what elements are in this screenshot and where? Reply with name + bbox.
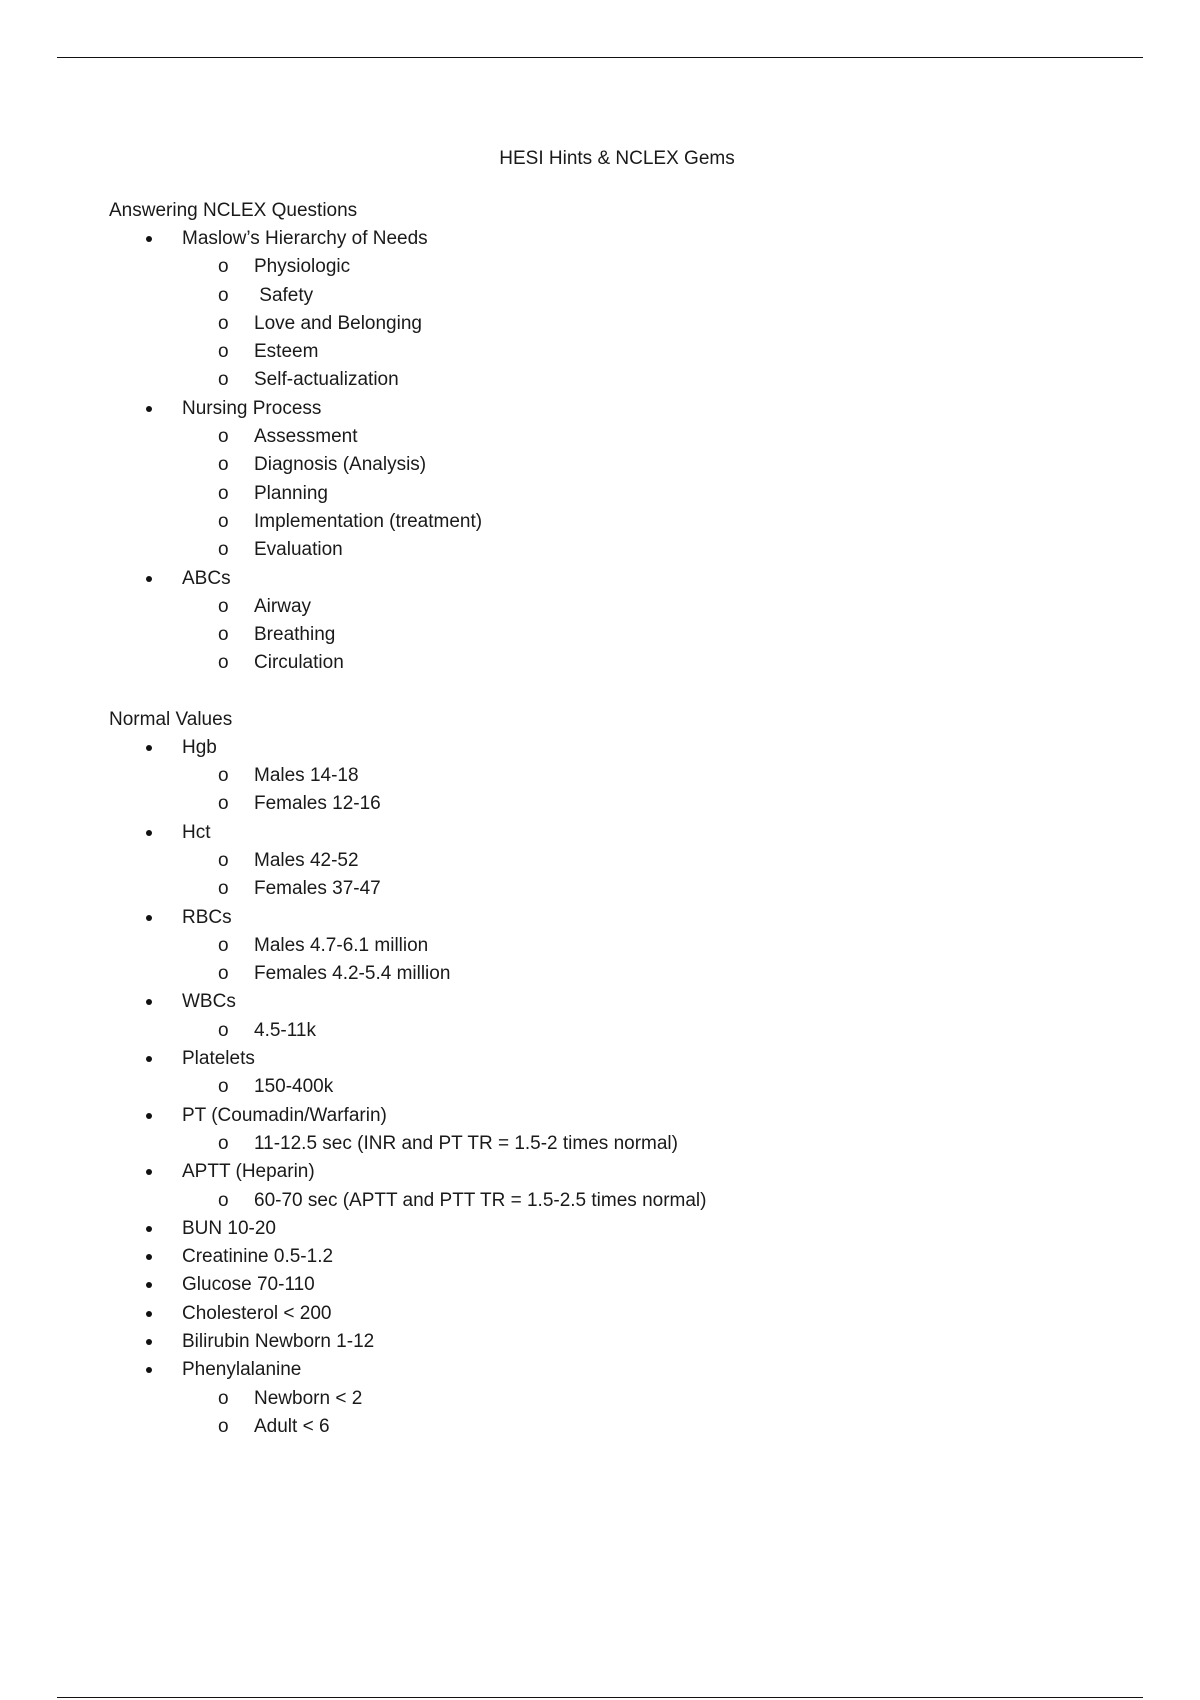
list-item-row xyxy=(182,1271,1109,1299)
list-item-label: ABCs xyxy=(182,567,231,589)
sub-list-item-label: Assessment xyxy=(254,426,358,448)
sub-list-item xyxy=(109,480,1109,508)
list-item-row xyxy=(182,904,1109,932)
sub-list-item-label: Evaluation xyxy=(254,539,343,561)
sub-list-item-label: Females 37-47 xyxy=(254,878,381,900)
list-item-row xyxy=(182,395,1109,423)
sub-bullet-list xyxy=(182,1073,1109,1101)
list-item-label: RBCs xyxy=(182,906,232,928)
list-item xyxy=(109,1328,1109,1356)
sub-list-item-label: Airway xyxy=(254,595,312,617)
sub-list-item xyxy=(109,593,1109,621)
bullet-icon xyxy=(146,1113,152,1119)
list-item-label: Creatinine 0.5-1.2 xyxy=(182,1246,334,1268)
sub-list-item xyxy=(109,338,1109,366)
sub-list-item-label: Circulation xyxy=(254,652,344,674)
sub-list-item xyxy=(109,451,1109,479)
sub-list-item-label: Love and Belonging xyxy=(254,312,422,334)
circle-bullet-icon: o xyxy=(218,963,229,985)
circle-bullet-icon: o xyxy=(218,312,229,334)
sub-list-item-label: Self-actualization xyxy=(254,369,399,391)
list-item xyxy=(109,395,1109,565)
sub-list-item xyxy=(109,932,1109,960)
circle-bullet-icon: o xyxy=(218,454,229,476)
list-item-row xyxy=(182,988,1109,1016)
list-item-label: Glucose 70-110 xyxy=(182,1274,315,1296)
sub-bullet-list xyxy=(182,762,1109,819)
circle-bullet-icon: o xyxy=(218,652,229,674)
list-item xyxy=(109,225,1109,395)
sub-list-item-label: Safety xyxy=(254,284,314,306)
circle-bullet-icon: o xyxy=(218,624,229,646)
circle-bullet-icon: o xyxy=(218,369,229,391)
list-item xyxy=(109,904,1109,989)
sub-list-item xyxy=(109,1017,1109,1045)
section-spacer xyxy=(109,678,1109,706)
list-item-label: Platelets xyxy=(182,1048,255,1070)
section-heading: Answering NCLEX Questions xyxy=(109,200,358,221)
list-item-label: Bilirubin Newborn 1-12 xyxy=(182,1330,375,1352)
list-item-row xyxy=(182,1045,1109,1073)
sub-list-item-label: 4.5-11k xyxy=(254,1019,316,1041)
bullet-icon xyxy=(146,1367,152,1373)
circle-bullet-icon: o xyxy=(218,341,229,363)
circle-bullet-icon: o xyxy=(218,539,229,561)
circle-bullet-icon: o xyxy=(218,849,229,871)
sub-bullet-list xyxy=(182,1187,1109,1215)
circle-bullet-icon: o xyxy=(218,256,229,278)
circle-bullet-icon: o xyxy=(218,1132,229,1154)
sub-list-item-label: Physiologic xyxy=(254,256,351,278)
sub-bullet-list xyxy=(182,423,1109,564)
sub-bullet-list xyxy=(182,253,1109,394)
sub-list-item-label: Males 4.7-6.1 million xyxy=(254,934,429,956)
sub-bullet-list xyxy=(182,593,1109,678)
circle-bullet-icon: o xyxy=(218,1189,229,1211)
list-item-row xyxy=(182,1243,1109,1271)
sub-list-item xyxy=(109,1413,1109,1441)
list-item-label: APTT (Heparin) xyxy=(182,1161,315,1183)
list-item xyxy=(109,1300,1109,1328)
sub-list-item-label: Females 4.2-5.4 million xyxy=(254,963,451,985)
circle-bullet-icon: o xyxy=(218,1076,229,1098)
list-item-row xyxy=(182,225,1109,253)
sub-list-item-label: Implementation (treatment) xyxy=(254,510,483,532)
sub-list-item xyxy=(109,536,1109,564)
list-item xyxy=(109,819,1109,904)
list-item-label: Maslow’s Hierarchy of Needs xyxy=(182,228,428,249)
sub-list-item-label: Adult < 6 xyxy=(254,1415,330,1437)
sub-list-item xyxy=(109,1385,1109,1413)
bullet-icon xyxy=(146,830,152,836)
footer-rule xyxy=(57,1697,1143,1698)
sub-bullet-list xyxy=(182,1130,1109,1158)
sub-list-item xyxy=(109,1073,1109,1101)
circle-bullet-icon: o xyxy=(218,482,229,504)
circle-bullet-icon: o xyxy=(218,765,229,787)
list-item xyxy=(109,988,1109,1045)
bullet-icon xyxy=(146,745,152,751)
list-item xyxy=(109,1271,1109,1299)
list-item-row xyxy=(182,1102,1109,1130)
sub-list-item-label: 150-400k xyxy=(254,1076,334,1098)
list-item-row xyxy=(182,1328,1109,1356)
bullet-list xyxy=(109,734,1109,1441)
list-item xyxy=(109,1102,1109,1159)
sub-list-item-label: Males 14-18 xyxy=(254,765,359,787)
sub-list-item xyxy=(109,423,1109,451)
list-item-label: Hgb xyxy=(182,736,217,758)
sub-list-item xyxy=(109,1130,1109,1158)
circle-bullet-icon: o xyxy=(218,793,229,815)
list-item-row xyxy=(182,1158,1109,1186)
list-item-row xyxy=(182,1300,1109,1328)
list-item xyxy=(109,1356,1109,1441)
sub-list-item-label: Newborn < 2 xyxy=(254,1387,363,1409)
sub-bullet-list xyxy=(182,932,1109,989)
list-item-row xyxy=(182,1356,1109,1384)
sub-list-item xyxy=(109,508,1109,536)
circle-bullet-icon: o xyxy=(218,426,229,448)
list-item xyxy=(109,1215,1109,1243)
section-heading: Normal Values xyxy=(109,708,233,730)
sub-list-item xyxy=(109,790,1109,818)
sub-list-item-label: Diagnosis (Analysis) xyxy=(254,454,427,476)
list-item xyxy=(109,1158,1109,1215)
list-item-row xyxy=(182,1215,1109,1243)
document-title: HESI Hints & NCLEX Gems xyxy=(499,148,735,169)
list-item-label: PT (Coumadin/Warfarin) xyxy=(182,1104,387,1126)
header-rule xyxy=(57,57,1143,58)
sub-list-item-label: Breathing xyxy=(254,624,336,646)
sub-list-item-label: Planning xyxy=(254,482,328,504)
list-item xyxy=(109,734,1109,819)
sub-list-item xyxy=(109,649,1109,677)
bullet-icon xyxy=(146,915,152,921)
list-item-label: WBCs xyxy=(182,991,236,1013)
bullet-icon xyxy=(146,1226,152,1232)
sub-list-item-label: Males 42-52 xyxy=(254,849,359,871)
bullet-icon xyxy=(146,236,152,242)
circle-bullet-icon: o xyxy=(218,1019,229,1041)
sub-list-item-label: 60-70 sec (APTT and PTT TR = 1.5-2.5 times normal) xyxy=(254,1189,707,1211)
list-item-label: Hct xyxy=(182,821,211,843)
document-body xyxy=(109,197,1109,1441)
sub-list-item xyxy=(109,847,1109,875)
bullet-icon xyxy=(146,1311,152,1317)
sub-list-item xyxy=(109,960,1109,988)
circle-bullet-icon: o xyxy=(218,595,229,617)
list-item-row xyxy=(182,565,1109,593)
sub-list-item-label: Females 12-16 xyxy=(254,793,381,815)
bullet-icon xyxy=(146,1282,152,1288)
sub-list-item xyxy=(109,282,1109,310)
list-item-label: Phenylalanine xyxy=(182,1359,302,1381)
bullet-icon xyxy=(146,1056,152,1062)
sub-list-item-label: 11-12.5 sec (INR and PT TR = 1.5-2 times normal) xyxy=(254,1132,678,1154)
list-item-row xyxy=(182,819,1109,847)
sub-list-item xyxy=(109,875,1109,903)
circle-bullet-icon: o xyxy=(218,510,229,532)
list-item xyxy=(109,565,1109,678)
list-item-label: Cholesterol < 200 xyxy=(182,1302,332,1324)
circle-bullet-icon: o xyxy=(218,878,229,900)
sub-list-item xyxy=(109,1187,1109,1215)
list-item xyxy=(109,1243,1109,1271)
bullet-list xyxy=(109,225,1109,678)
list-item-label: BUN 10-20 xyxy=(182,1217,276,1239)
sub-list-item xyxy=(109,366,1109,394)
circle-bullet-icon: o xyxy=(218,1387,229,1409)
sub-bullet-list xyxy=(182,1385,1109,1442)
circle-bullet-icon: o xyxy=(218,934,229,956)
bullet-icon xyxy=(146,576,152,582)
sub-bullet-list xyxy=(182,1017,1109,1045)
bullet-icon xyxy=(146,1254,152,1260)
circle-bullet-icon: o xyxy=(218,1415,229,1437)
bullet-icon xyxy=(146,1339,152,1345)
bullet-icon xyxy=(146,999,152,1005)
list-item-label: Nursing Process xyxy=(182,397,322,419)
sub-list-item-label: Esteem xyxy=(254,341,319,363)
list-item xyxy=(109,1045,1109,1102)
sub-list-item xyxy=(109,621,1109,649)
bullet-icon xyxy=(146,406,152,412)
list-item-row xyxy=(182,734,1109,762)
sub-list-item xyxy=(109,310,1109,338)
circle-bullet-icon: o xyxy=(218,284,229,306)
sub-bullet-list xyxy=(182,847,1109,904)
sub-list-item xyxy=(109,253,1109,281)
bullet-icon xyxy=(146,1169,152,1175)
sub-list-item xyxy=(109,762,1109,790)
